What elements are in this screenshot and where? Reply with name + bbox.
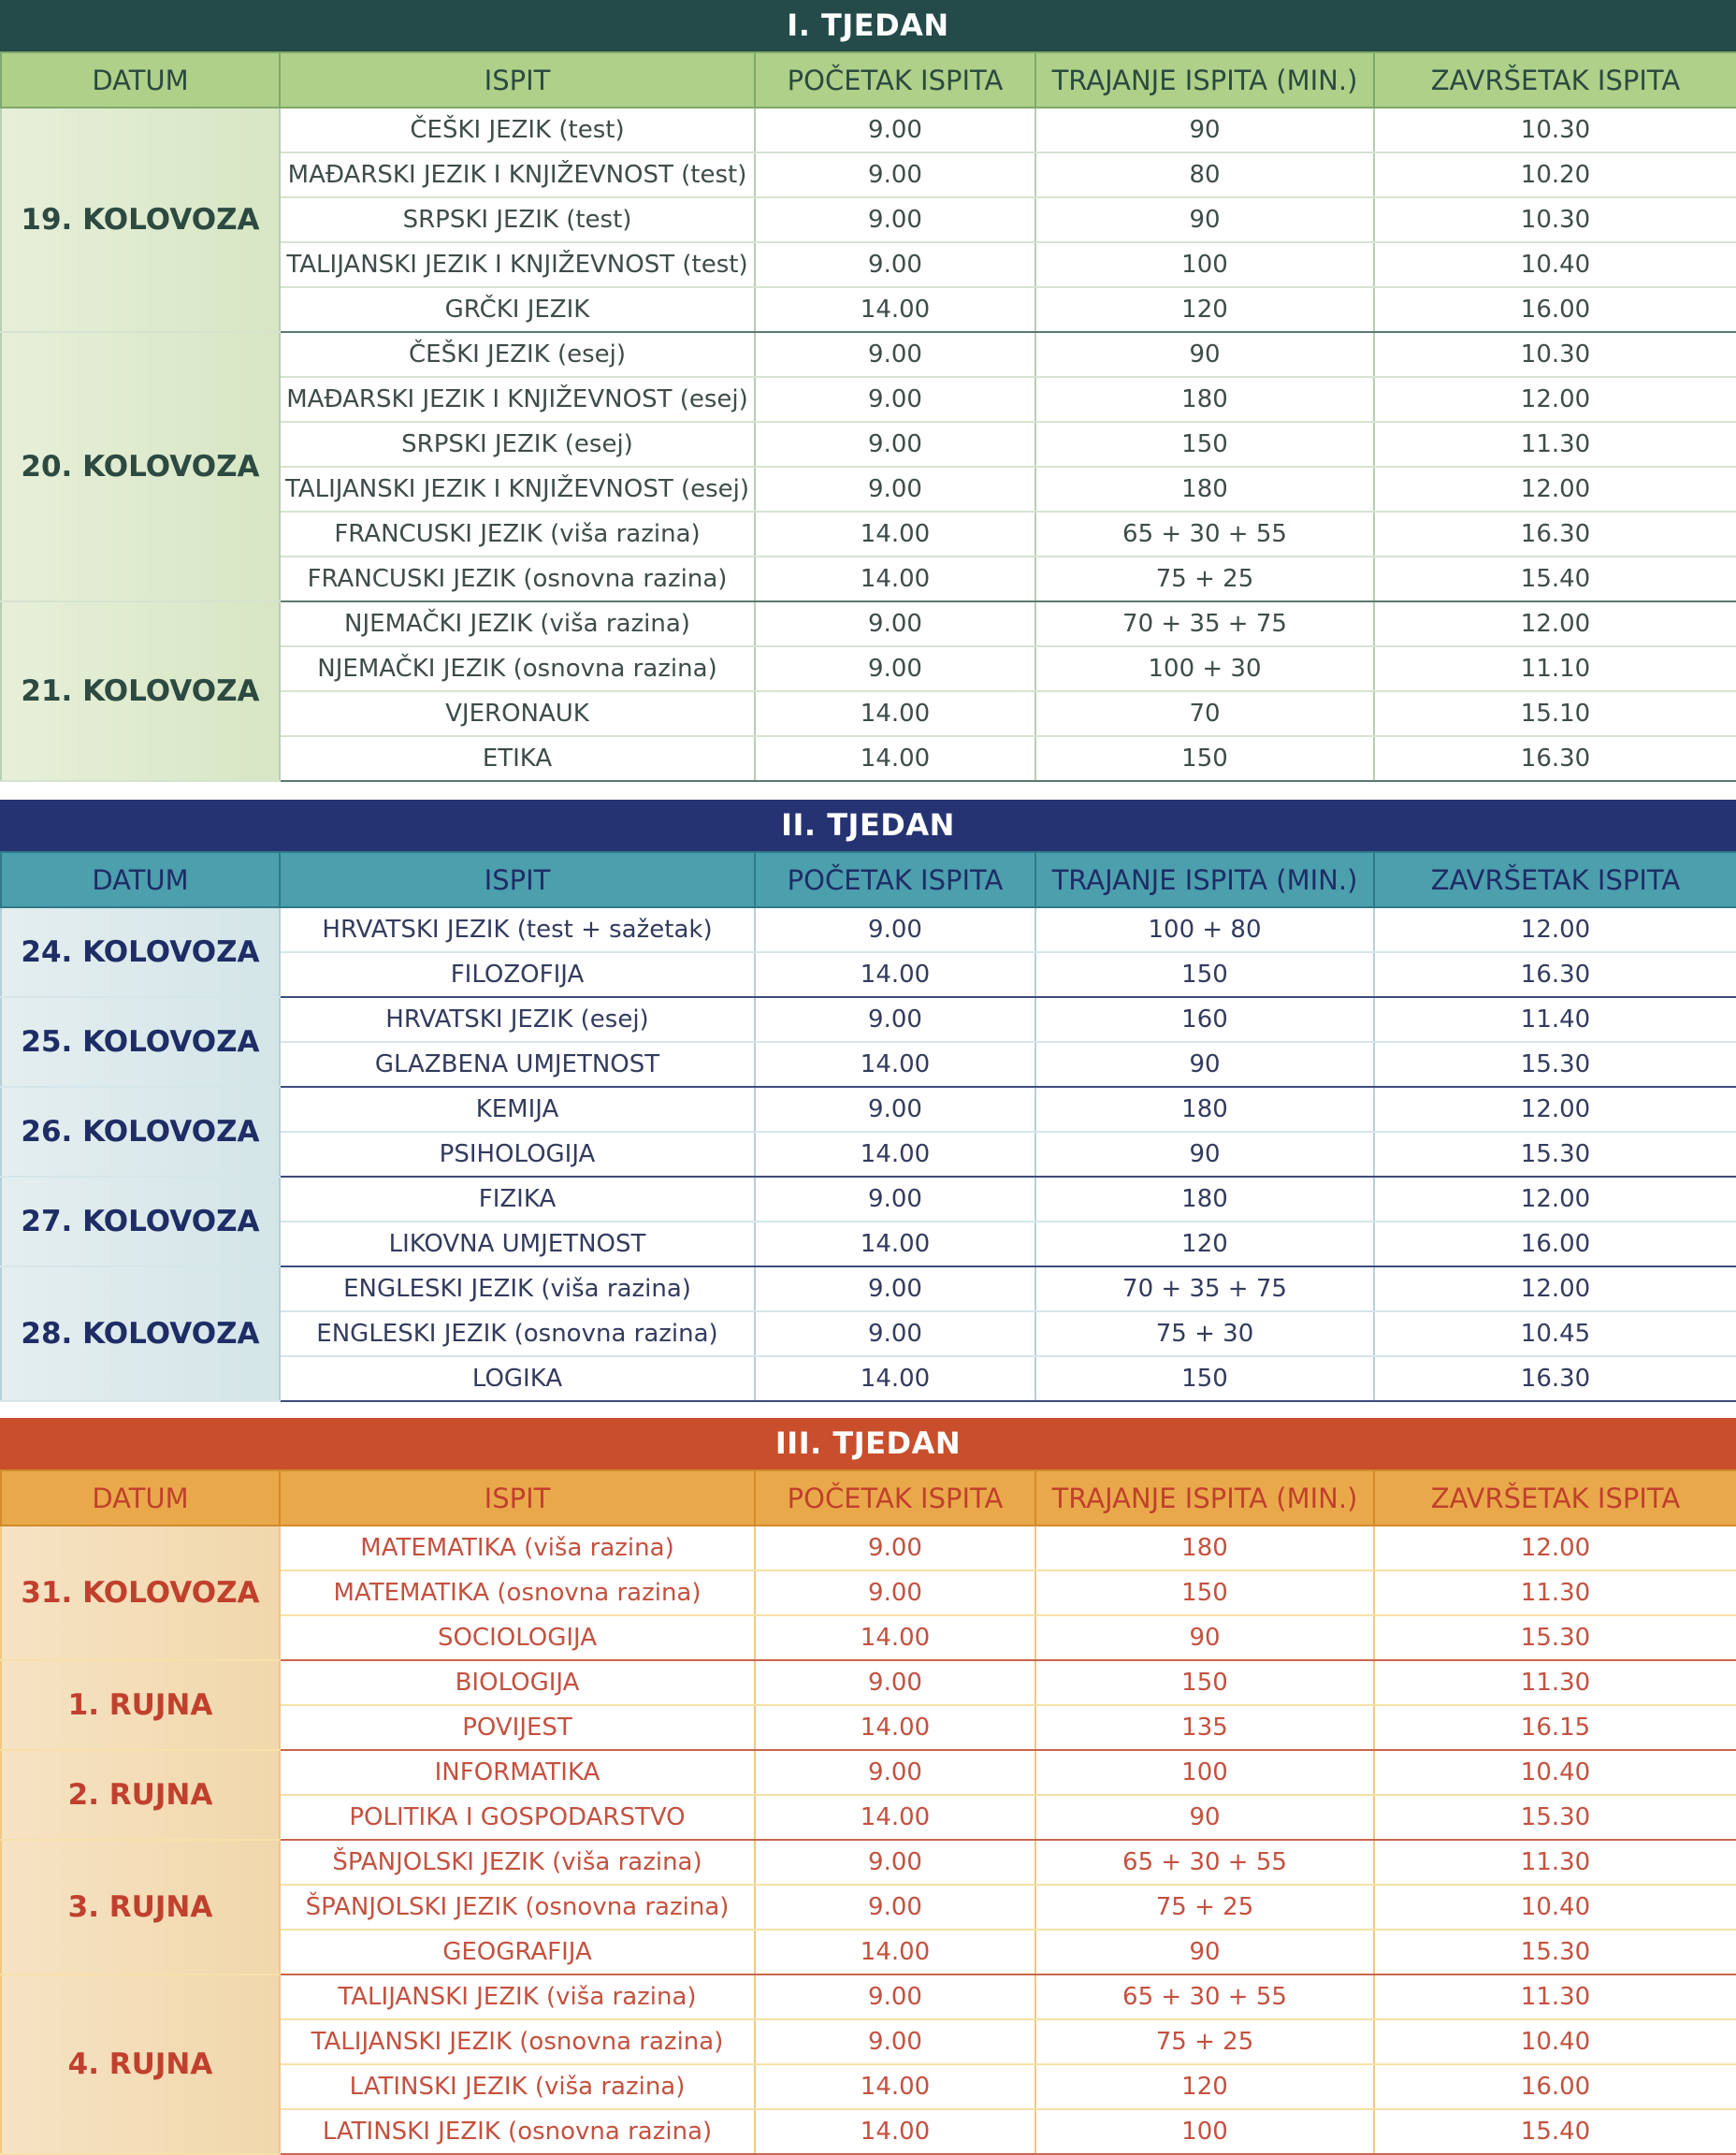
date-cell: 2. RUJNA	[1, 1750, 280, 1840]
date-cell: 27. KOLOVOZA	[1, 1177, 280, 1266]
start-cell: 14.00	[755, 287, 1035, 332]
end-cell: 10.40	[1374, 242, 1736, 287]
end-cell: 12.00	[1374, 377, 1736, 422]
end-cell: 15.40	[1374, 2109, 1736, 2154]
start-cell: 9.00	[755, 1087, 1035, 1132]
start-cell: 9.00	[755, 1885, 1035, 1930]
exam-cell: ENGLESKI JEZIK (osnovna razina)	[280, 1311, 755, 1356]
week-3-section	[0, 1418, 1736, 2155]
end-cell: 15.30	[1374, 1132, 1736, 1177]
exam-cell: FRANCUSKI JEZIK (osnovna razina)	[280, 557, 755, 601]
exam-cell: HRVATSKI JEZIK (esej)	[280, 997, 755, 1042]
duration-cell: 90	[1035, 1795, 1374, 1840]
end-cell: 10.45	[1374, 1311, 1736, 1356]
duration-cell: 90	[1035, 108, 1374, 152]
table-header-row	[1, 1470, 1736, 1526]
start-cell: 14.00	[755, 952, 1035, 997]
table-row	[1, 907, 1736, 952]
start-cell: 9.00	[755, 152, 1035, 197]
end-cell: 16.00	[1374, 287, 1736, 332]
end-cell: 11.10	[1374, 646, 1736, 691]
header-exam: ISPIT	[280, 852, 755, 907]
duration-cell: 90	[1035, 1930, 1374, 1974]
exam-cell: POVIJEST	[280, 1705, 755, 1750]
duration-cell: 150	[1035, 952, 1374, 997]
end-cell: 15.10	[1374, 691, 1736, 736]
duration-cell: 100	[1035, 242, 1374, 287]
exam-cell: LOGIKA	[280, 1356, 755, 1401]
date-cell: 4. RUJNA	[1, 1974, 280, 2154]
date-cell: 28. KOLOVOZA	[1, 1266, 280, 1401]
exam-cell: ČEŠKI JEZIK (esej)	[280, 332, 755, 377]
exam-cell: ŠPANJOLSKI JEZIK (osnovna razina)	[280, 1885, 755, 1930]
header-date: DATUM	[1, 852, 280, 907]
exam-cell: FILOZOFIJA	[280, 952, 755, 997]
header-start: POČETAK ISPITA	[755, 52, 1035, 108]
start-cell: 14.00	[755, 557, 1035, 601]
duration-cell: 160	[1035, 997, 1374, 1042]
duration-cell: 65 + 30 + 55	[1035, 512, 1374, 557]
start-cell: 14.00	[755, 1795, 1035, 1840]
duration-cell: 80	[1035, 152, 1374, 197]
end-cell: 10.30	[1374, 332, 1736, 377]
start-cell: 9.00	[755, 197, 1035, 242]
duration-cell: 75 + 25	[1035, 2019, 1374, 2064]
duration-cell: 135	[1035, 1705, 1374, 1750]
start-cell: 14.00	[755, 1930, 1035, 1974]
table-row	[1, 1087, 1736, 1132]
exam-cell: GRČKI JEZIK	[280, 287, 755, 332]
header-start: POČETAK ISPITA	[755, 852, 1035, 907]
week-2-section	[0, 800, 1736, 1402]
duration-cell: 65 + 30 + 55	[1035, 1840, 1374, 1885]
start-cell: 9.00	[755, 332, 1035, 377]
exam-cell: FRANCUSKI JEZIK (viša razina)	[280, 512, 755, 557]
end-cell: 16.00	[1374, 1222, 1736, 1266]
schedule-table	[0, 851, 1736, 1402]
duration-cell: 100 + 80	[1035, 907, 1374, 952]
end-cell: 11.30	[1374, 1840, 1736, 1885]
start-cell: 9.00	[755, 1311, 1035, 1356]
duration-cell: 100 + 30	[1035, 646, 1374, 691]
exam-cell: HRVATSKI JEZIK (test + sažetak)	[280, 907, 755, 952]
table-row	[1, 997, 1736, 1042]
exam-cell: MAĐARSKI JEZIK I KNJIŽEVNOST (esej)	[280, 377, 755, 422]
end-cell: 15.30	[1374, 1042, 1736, 1087]
start-cell: 9.00	[755, 1570, 1035, 1615]
start-cell: 14.00	[755, 2064, 1035, 2109]
table-header-row	[1, 52, 1736, 108]
start-cell: 9.00	[755, 1840, 1035, 1885]
duration-cell: 90	[1035, 1042, 1374, 1087]
end-cell: 15.30	[1374, 1795, 1736, 1840]
schedule-table	[0, 51, 1736, 782]
end-cell: 12.00	[1374, 601, 1736, 646]
duration-cell: 70	[1035, 691, 1374, 736]
start-cell: 14.00	[755, 1222, 1035, 1266]
start-cell: 9.00	[755, 1526, 1035, 1570]
table-row	[1, 1974, 1736, 2019]
duration-cell: 65 + 30 + 55	[1035, 1974, 1374, 2019]
week-title: II. TJEDAN	[0, 800, 1736, 851]
start-cell: 9.00	[755, 601, 1035, 646]
date-cell: 19. KOLOVOZA	[1, 108, 280, 332]
end-cell: 10.20	[1374, 152, 1736, 197]
duration-cell: 180	[1035, 1526, 1374, 1570]
start-cell: 9.00	[755, 377, 1035, 422]
start-cell: 9.00	[755, 1266, 1035, 1311]
end-cell: 12.00	[1374, 1266, 1736, 1311]
duration-cell: 120	[1035, 1222, 1374, 1266]
end-cell: 11.30	[1374, 1570, 1736, 1615]
header-start: POČETAK ISPITA	[755, 1470, 1035, 1526]
date-cell: 20. KOLOVOZA	[1, 332, 280, 601]
exam-cell: MAĐARSKI JEZIK I KNJIŽEVNOST (test)	[280, 152, 755, 197]
week-title: I. TJEDAN	[0, 0, 1736, 51]
exam-cell: SOCIOLOGIJA	[280, 1615, 755, 1660]
header-exam: ISPIT	[280, 1470, 755, 1526]
exam-cell: MATEMATIKA (viša razina)	[280, 1526, 755, 1570]
exam-cell: TALIJANSKI JEZIK I KNJIŽEVNOST (esej)	[280, 467, 755, 512]
duration-cell: 70 + 35 + 75	[1035, 1266, 1374, 1311]
duration-cell: 150	[1035, 1660, 1374, 1705]
table-row	[1, 1840, 1736, 1885]
exam-cell: PSIHOLOGIJA	[280, 1132, 755, 1177]
start-cell: 14.00	[755, 1132, 1035, 1177]
exam-cell: POLITIKA I GOSPODARSTVO	[280, 1795, 755, 1840]
schedule-body	[1, 907, 1736, 1401]
end-cell: 12.00	[1374, 467, 1736, 512]
table-row	[1, 1526, 1736, 1570]
start-cell: 9.00	[755, 1974, 1035, 2019]
start-cell: 14.00	[755, 1705, 1035, 1750]
exam-cell: NJEMAČKI JEZIK (osnovna razina)	[280, 646, 755, 691]
end-cell: 16.30	[1374, 512, 1736, 557]
start-cell: 14.00	[755, 736, 1035, 781]
exam-cell: GLAZBENA UMJETNOST	[280, 1042, 755, 1087]
end-cell: 12.00	[1374, 1526, 1736, 1570]
end-cell: 15.30	[1374, 1615, 1736, 1660]
duration-cell: 75 + 30	[1035, 1311, 1374, 1356]
start-cell: 9.00	[755, 1177, 1035, 1222]
duration-cell: 90	[1035, 197, 1374, 242]
table-row	[1, 1750, 1736, 1795]
end-cell: 11.30	[1374, 1660, 1736, 1705]
exam-cell: KEMIJA	[280, 1087, 755, 1132]
exam-cell: TALIJANSKI JEZIK (viša razina)	[280, 1974, 755, 2019]
week-title: III. TJEDAN	[0, 1418, 1736, 1469]
duration-cell: 100	[1035, 1750, 1374, 1795]
table-row	[1, 1177, 1736, 1222]
end-cell: 10.40	[1374, 1750, 1736, 1795]
end-cell: 16.30	[1374, 952, 1736, 997]
exam-cell: SRPSKI JEZIK (test)	[280, 197, 755, 242]
exam-cell: ČEŠKI JEZIK (test)	[280, 108, 755, 152]
exam-cell: NJEMAČKI JEZIK (viša razina)	[280, 601, 755, 646]
table-header-row	[1, 852, 1736, 907]
duration-cell: 120	[1035, 2064, 1374, 2109]
end-cell: 12.00	[1374, 1087, 1736, 1132]
exam-cell: GEOGRAFIJA	[280, 1930, 755, 1974]
duration-cell: 180	[1035, 1087, 1374, 1132]
duration-cell: 90	[1035, 332, 1374, 377]
duration-cell: 75 + 25	[1035, 557, 1374, 601]
duration-cell: 90	[1035, 1615, 1374, 1660]
schedule-body	[1, 1526, 1736, 2154]
exam-cell: ENGLESKI JEZIK (viša razina)	[280, 1266, 755, 1311]
date-cell: 26. KOLOVOZA	[1, 1087, 280, 1177]
exam-cell: TALIJANSKI JEZIK (osnovna razina)	[280, 2019, 755, 2064]
week-1-section	[0, 0, 1736, 782]
table-row	[1, 108, 1736, 152]
date-cell: 24. KOLOVOZA	[1, 907, 280, 997]
duration-cell: 150	[1035, 422, 1374, 467]
exam-cell: SRPSKI JEZIK (esej)	[280, 422, 755, 467]
duration-cell: 180	[1035, 1177, 1374, 1222]
duration-cell: 150	[1035, 736, 1374, 781]
date-cell: 1. RUJNA	[1, 1660, 280, 1750]
start-cell: 14.00	[755, 1615, 1035, 1660]
exam-cell: ETIKA	[280, 736, 755, 781]
start-cell: 9.00	[755, 1750, 1035, 1795]
header-duration: TRAJANJE ISPITA (MIN.)	[1035, 52, 1374, 108]
exam-cell: MATEMATIKA (osnovna razina)	[280, 1570, 755, 1615]
start-cell: 9.00	[755, 646, 1035, 691]
table-row	[1, 332, 1736, 377]
exam-cell: LATINSKI JEZIK (osnovna razina)	[280, 2109, 755, 2154]
start-cell: 14.00	[755, 2109, 1035, 2154]
schedule-table	[0, 1469, 1736, 2155]
end-cell: 12.00	[1374, 907, 1736, 952]
duration-cell: 180	[1035, 467, 1374, 512]
header-duration: TRAJANJE ISPITA (MIN.)	[1035, 852, 1374, 907]
header-date: DATUM	[1, 1470, 280, 1526]
table-row	[1, 601, 1736, 646]
exam-cell: INFORMATIKA	[280, 1750, 755, 1795]
end-cell: 10.30	[1374, 108, 1736, 152]
table-row	[1, 1266, 1736, 1311]
end-cell: 15.30	[1374, 1930, 1736, 1974]
duration-cell: 70 + 35 + 75	[1035, 601, 1374, 646]
schedule-body	[1, 108, 1736, 781]
exam-cell: TALIJANSKI JEZIK I KNJIŽEVNOST (test)	[280, 242, 755, 287]
start-cell: 9.00	[755, 108, 1035, 152]
header-exam: ISPIT	[280, 52, 755, 108]
header-end: ZAVRŠETAK ISPITA	[1374, 852, 1736, 907]
end-cell: 10.40	[1374, 1885, 1736, 1930]
exam-cell: VJERONAUK	[280, 691, 755, 736]
start-cell: 14.00	[755, 1042, 1035, 1087]
end-cell: 16.00	[1374, 2064, 1736, 2109]
start-cell: 9.00	[755, 467, 1035, 512]
exam-cell: LIKOVNA UMJETNOST	[280, 1222, 755, 1266]
start-cell: 9.00	[755, 907, 1035, 952]
end-cell: 10.40	[1374, 2019, 1736, 2064]
header-end: ZAVRŠETAK ISPITA	[1374, 52, 1736, 108]
end-cell: 16.30	[1374, 736, 1736, 781]
start-cell: 9.00	[755, 997, 1035, 1042]
end-cell: 11.30	[1374, 422, 1736, 467]
duration-cell: 120	[1035, 287, 1374, 332]
start-cell: 14.00	[755, 512, 1035, 557]
end-cell: 16.30	[1374, 1356, 1736, 1401]
date-cell: 21. KOLOVOZA	[1, 601, 280, 781]
end-cell: 16.15	[1374, 1705, 1736, 1750]
date-cell: 3. RUJNA	[1, 1840, 280, 1974]
duration-cell: 150	[1035, 1570, 1374, 1615]
exam-cell: LATINSKI JEZIK (viša razina)	[280, 2064, 755, 2109]
header-end: ZAVRŠETAK ISPITA	[1374, 1470, 1736, 1526]
end-cell: 11.40	[1374, 997, 1736, 1042]
end-cell: 10.30	[1374, 197, 1736, 242]
start-cell: 9.00	[755, 242, 1035, 287]
exam-cell: FIZIKA	[280, 1177, 755, 1222]
end-cell: 15.40	[1374, 557, 1736, 601]
start-cell: 14.00	[755, 1356, 1035, 1401]
start-cell: 9.00	[755, 422, 1035, 467]
table-row	[1, 1660, 1736, 1705]
duration-cell: 75 + 25	[1035, 1885, 1374, 1930]
duration-cell: 90	[1035, 1132, 1374, 1177]
exam-cell: ŠPANJOLSKI JEZIK (viša razina)	[280, 1840, 755, 1885]
duration-cell: 150	[1035, 1356, 1374, 1401]
end-cell: 11.30	[1374, 1974, 1736, 2019]
start-cell: 14.00	[755, 691, 1035, 736]
start-cell: 9.00	[755, 2019, 1035, 2064]
date-cell: 31. KOLOVOZA	[1, 1526, 280, 1660]
header-duration: TRAJANJE ISPITA (MIN.)	[1035, 1470, 1374, 1526]
end-cell: 12.00	[1374, 1177, 1736, 1222]
duration-cell: 100	[1035, 2109, 1374, 2154]
header-date: DATUM	[1, 52, 280, 108]
exam-cell: BIOLOGIJA	[280, 1660, 755, 1705]
start-cell: 9.00	[755, 1660, 1035, 1705]
date-cell: 25. KOLOVOZA	[1, 997, 280, 1087]
duration-cell: 180	[1035, 377, 1374, 422]
